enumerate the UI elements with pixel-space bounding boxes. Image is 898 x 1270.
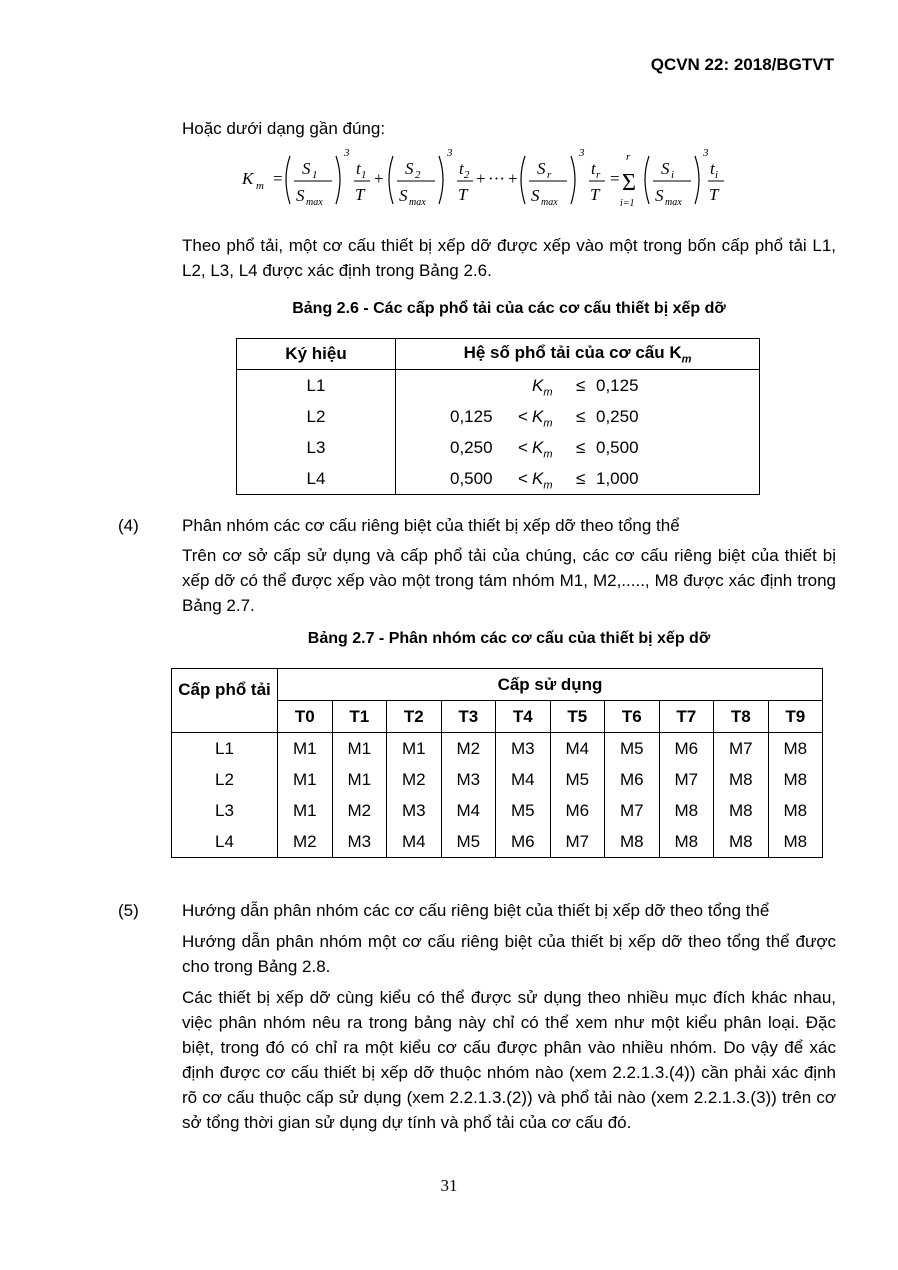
svg-text:T: T bbox=[355, 185, 365, 204]
svg-text:t: t bbox=[710, 159, 715, 178]
table26-labels bbox=[237, 370, 396, 495]
svg-text:=: = bbox=[273, 169, 283, 188]
range-km-l3: $K_m$ bbox=[532, 438, 553, 461]
table-cell: M3 bbox=[332, 826, 387, 858]
table-cell: M1 bbox=[387, 733, 442, 765]
svg-text:max: max bbox=[409, 197, 426, 208]
range-le-l1: ≤ bbox=[576, 376, 586, 395]
svg-text:1: 1 bbox=[361, 169, 367, 181]
svg-text:r: r bbox=[596, 169, 601, 181]
page-number: 31 bbox=[440, 1176, 458, 1195]
section5-body2: Các thiết bị xếp dỡ cùng kiểu có thể được sử dụng theo nhiều mục đích khác nhau, việc phân nhóm nêu ra trong bảng này chỉ có thể xem như một kiểu phân loại. Đặc biệt, trong đó có chỉ ra một kiểu cơ cấu được phân vào nhiều nhóm. Do vậy để xác định được cơ cấu thiết bị xếp dỡ thuộc nhóm nào (xem 2.2.1.3.(4)) cần phải xác định rõ cơ cấu thuộc cấp sử dụng (xem 2.2.1.3.(2)) và phổ tải nào (xem 2.2.1.3.(3)) trên cơ sở tổng thời gian sử dụng dự tính và phổ tải của cơ cấu đó. bbox=[182, 988, 836, 1132]
table27-col-t0: T0 bbox=[278, 701, 333, 733]
table-cell: M8 bbox=[659, 795, 714, 826]
table26-label-l2: L2 bbox=[306, 407, 326, 426]
table26-col1-header: Ký hiệu bbox=[237, 339, 396, 370]
svg-text:S: S bbox=[296, 186, 305, 205]
table-row bbox=[172, 733, 823, 765]
table27-caption: Bảng 2.7 - Phân nhóm các cơ cấu của thiết bị xếp dỡ bbox=[307, 630, 711, 647]
table-cell: M2 bbox=[332, 795, 387, 826]
svg-text:i: i bbox=[671, 169, 675, 181]
table26-label-l4: L4 bbox=[306, 469, 326, 488]
svg-text:+: + bbox=[476, 169, 486, 188]
table26-ranges bbox=[396, 370, 760, 495]
table-cell: M1 bbox=[278, 733, 333, 765]
range-high-l2: 0,250 bbox=[596, 407, 639, 426]
range-lt-l3: < bbox=[518, 438, 528, 457]
table27-col-t2: T2 bbox=[387, 701, 442, 733]
range-low-l4: 0,500 bbox=[450, 469, 493, 488]
svg-text:2: 2 bbox=[415, 169, 421, 181]
range-km-l2: $K_m$ bbox=[532, 407, 553, 430]
table-cell: M2 bbox=[278, 826, 333, 858]
table-cell: M1 bbox=[278, 764, 333, 795]
svg-text:+: + bbox=[508, 169, 518, 188]
table27-row-label: L2 bbox=[172, 764, 278, 795]
table-cell: M4 bbox=[387, 826, 442, 858]
table27-col-t6: T6 bbox=[605, 701, 660, 733]
para-load-spectrum: Theo phổ tải, một cơ cấu thiết bị xếp dỡ được xếp vào một trong bốn cấp phổ tải L1, L2, L3, L4 được xác định trong Bảng 2.6. bbox=[182, 236, 836, 280]
table-cell: M2 bbox=[441, 733, 496, 765]
table-cell: M7 bbox=[550, 826, 605, 858]
range-lt-l4: < bbox=[518, 469, 528, 488]
table27-col-t4: T4 bbox=[496, 701, 551, 733]
range-high-l1: 0,125 bbox=[596, 376, 639, 395]
table27-col-t5: T5 bbox=[550, 701, 605, 733]
svg-text:2: 2 bbox=[464, 169, 470, 181]
svg-text:max: max bbox=[665, 197, 682, 208]
svg-text:Σ: Σ bbox=[622, 170, 636, 196]
table-cell: M8 bbox=[768, 795, 823, 826]
table-cell: M2 bbox=[387, 764, 442, 795]
svg-text:t: t bbox=[356, 159, 361, 178]
table-cell: M8 bbox=[714, 764, 769, 795]
table-cell: M6 bbox=[550, 795, 605, 826]
svg-text:T: T bbox=[709, 185, 719, 204]
table27-row-label: L4 bbox=[172, 826, 278, 858]
range-le-l3: ≤ bbox=[576, 438, 586, 457]
table-cell: M8 bbox=[768, 764, 823, 795]
svg-text:t: t bbox=[591, 159, 596, 178]
svg-text:S: S bbox=[655, 186, 664, 205]
table27-col-t1: T1 bbox=[332, 701, 387, 733]
table-cell: M6 bbox=[605, 764, 660, 795]
table26-label-l1: L1 bbox=[306, 376, 326, 395]
table-cell: M8 bbox=[768, 826, 823, 858]
intro-text: Hoặc dưới dạng gần đúng: bbox=[182, 119, 386, 138]
svg-text:S: S bbox=[661, 159, 670, 178]
table27-corner-header: Cấp phổ tải bbox=[172, 669, 278, 733]
section4-title: Phân nhóm các cơ cấu riêng biệt của thiết bị xếp dỡ theo tổng thể bbox=[182, 516, 680, 535]
section5-body1: Hướng dẫn phân nhóm một cơ cấu riêng biệt của thiết bị xếp dỡ theo tổng thể được cho trong Bảng 2.8. bbox=[182, 932, 836, 976]
table27-header-row-1 bbox=[172, 669, 823, 701]
section5-number: (5) bbox=[118, 901, 139, 920]
svg-text:i: i bbox=[715, 169, 719, 181]
table27-col-t8: T8 bbox=[714, 701, 769, 733]
table27-row-label: L1 bbox=[172, 733, 278, 765]
svg-text:S: S bbox=[302, 159, 311, 178]
range-km-l1: $K_m$ bbox=[532, 376, 553, 399]
formula-lhs: K bbox=[242, 169, 254, 188]
table-2-6 bbox=[236, 338, 760, 495]
table-cell: M8 bbox=[605, 826, 660, 858]
range-le-l4: ≤ bbox=[576, 469, 586, 488]
svg-text:max: max bbox=[541, 197, 558, 208]
table26-caption: Bảng 2.6 - Các cấp phổ tải của các cơ cấu thiết bị xếp dỡ bbox=[292, 300, 726, 317]
svg-text:···: ··· bbox=[488, 169, 505, 188]
range-le-l2: ≤ bbox=[576, 407, 586, 426]
range-km-l4: $K_m$ bbox=[532, 469, 553, 492]
range-low-l3: 0,250 bbox=[450, 438, 493, 457]
table-cell: M4 bbox=[441, 795, 496, 826]
table-cell: M8 bbox=[659, 826, 714, 858]
table-cell: M3 bbox=[387, 795, 442, 826]
svg-text:S: S bbox=[537, 159, 546, 178]
svg-text:m: m bbox=[256, 180, 264, 192]
svg-text:i=1: i=1 bbox=[620, 198, 635, 209]
table-cell: M7 bbox=[659, 764, 714, 795]
section4-number: (4) bbox=[118, 516, 139, 535]
table-cell: M5 bbox=[441, 826, 496, 858]
table-cell: M3 bbox=[496, 733, 551, 765]
svg-text:max: max bbox=[306, 197, 323, 208]
document-header: QCVN 22: 2018/BGTVT bbox=[650, 55, 834, 74]
svg-text:T: T bbox=[590, 185, 600, 204]
table26-header-row bbox=[237, 339, 760, 370]
svg-text:T: T bbox=[458, 185, 468, 204]
svg-text:3: 3 bbox=[703, 147, 709, 159]
svg-text:r: r bbox=[547, 169, 552, 181]
table-2-7 bbox=[171, 668, 823, 858]
table-cell: M1 bbox=[332, 733, 387, 765]
svg-text:t: t bbox=[459, 159, 464, 178]
table-cell: M7 bbox=[605, 795, 660, 826]
table-cell: M5 bbox=[550, 764, 605, 795]
table27-group-header: Cấp sử dụng bbox=[278, 669, 823, 701]
svg-text:3: 3 bbox=[579, 147, 585, 159]
svg-text:S: S bbox=[405, 159, 414, 178]
svg-text:r: r bbox=[626, 151, 631, 163]
svg-text:S: S bbox=[531, 186, 540, 205]
section4-body: Trên cơ sở cấp sử dụng và cấp phổ tải của chúng, các cơ cấu riêng biệt của thiết bị xếp dỡ có thể được xếp vào một trong tám nhóm M1, M2,....., M8 được xác định trong Bảng 2.7. bbox=[182, 546, 836, 615]
table27-col-t7: T7 bbox=[659, 701, 714, 733]
table-cell: M8 bbox=[768, 733, 823, 765]
table26-col2-header: Hệ số phổ tải của cơ cấu $K_m$ bbox=[396, 339, 760, 370]
table27-col-t9: T9 bbox=[768, 701, 823, 733]
table-cell: M3 bbox=[441, 764, 496, 795]
svg-text:3: 3 bbox=[447, 147, 453, 159]
table-cell: M1 bbox=[278, 795, 333, 826]
table27-row-label: L3 bbox=[172, 795, 278, 826]
table-cell: M5 bbox=[605, 733, 660, 765]
km-formula bbox=[240, 146, 730, 216]
svg-text:1: 1 bbox=[312, 169, 318, 181]
range-lt-l2: < bbox=[518, 407, 528, 426]
table-cell: M7 bbox=[714, 733, 769, 765]
table-cell: M6 bbox=[496, 826, 551, 858]
svg-text:+: + bbox=[374, 169, 384, 188]
table-cell: M5 bbox=[496, 795, 551, 826]
table-row bbox=[172, 764, 823, 795]
table-cell: M6 bbox=[659, 733, 714, 765]
table-cell: M1 bbox=[332, 764, 387, 795]
range-high-l4: 1,000 bbox=[596, 469, 639, 488]
table26-label-l3: L3 bbox=[306, 438, 326, 457]
range-low-l2: 0,125 bbox=[450, 407, 493, 426]
table-cell: M4 bbox=[550, 733, 605, 765]
table27-col-t3: T3 bbox=[441, 701, 496, 733]
table-cell: M8 bbox=[714, 826, 769, 858]
svg-text:3: 3 bbox=[344, 147, 350, 159]
svg-text:S: S bbox=[399, 186, 408, 205]
range-high-l3: 0,500 bbox=[596, 438, 639, 457]
svg-text:=: = bbox=[610, 169, 620, 188]
table-row bbox=[172, 826, 823, 858]
section5-title: Hướng dẫn phân nhóm các cơ cấu riêng biệt của thiết bị xếp dỡ theo tổng thể bbox=[182, 901, 770, 920]
table-cell: M4 bbox=[496, 764, 551, 795]
table-cell: M8 bbox=[714, 795, 769, 826]
table-row bbox=[172, 795, 823, 826]
